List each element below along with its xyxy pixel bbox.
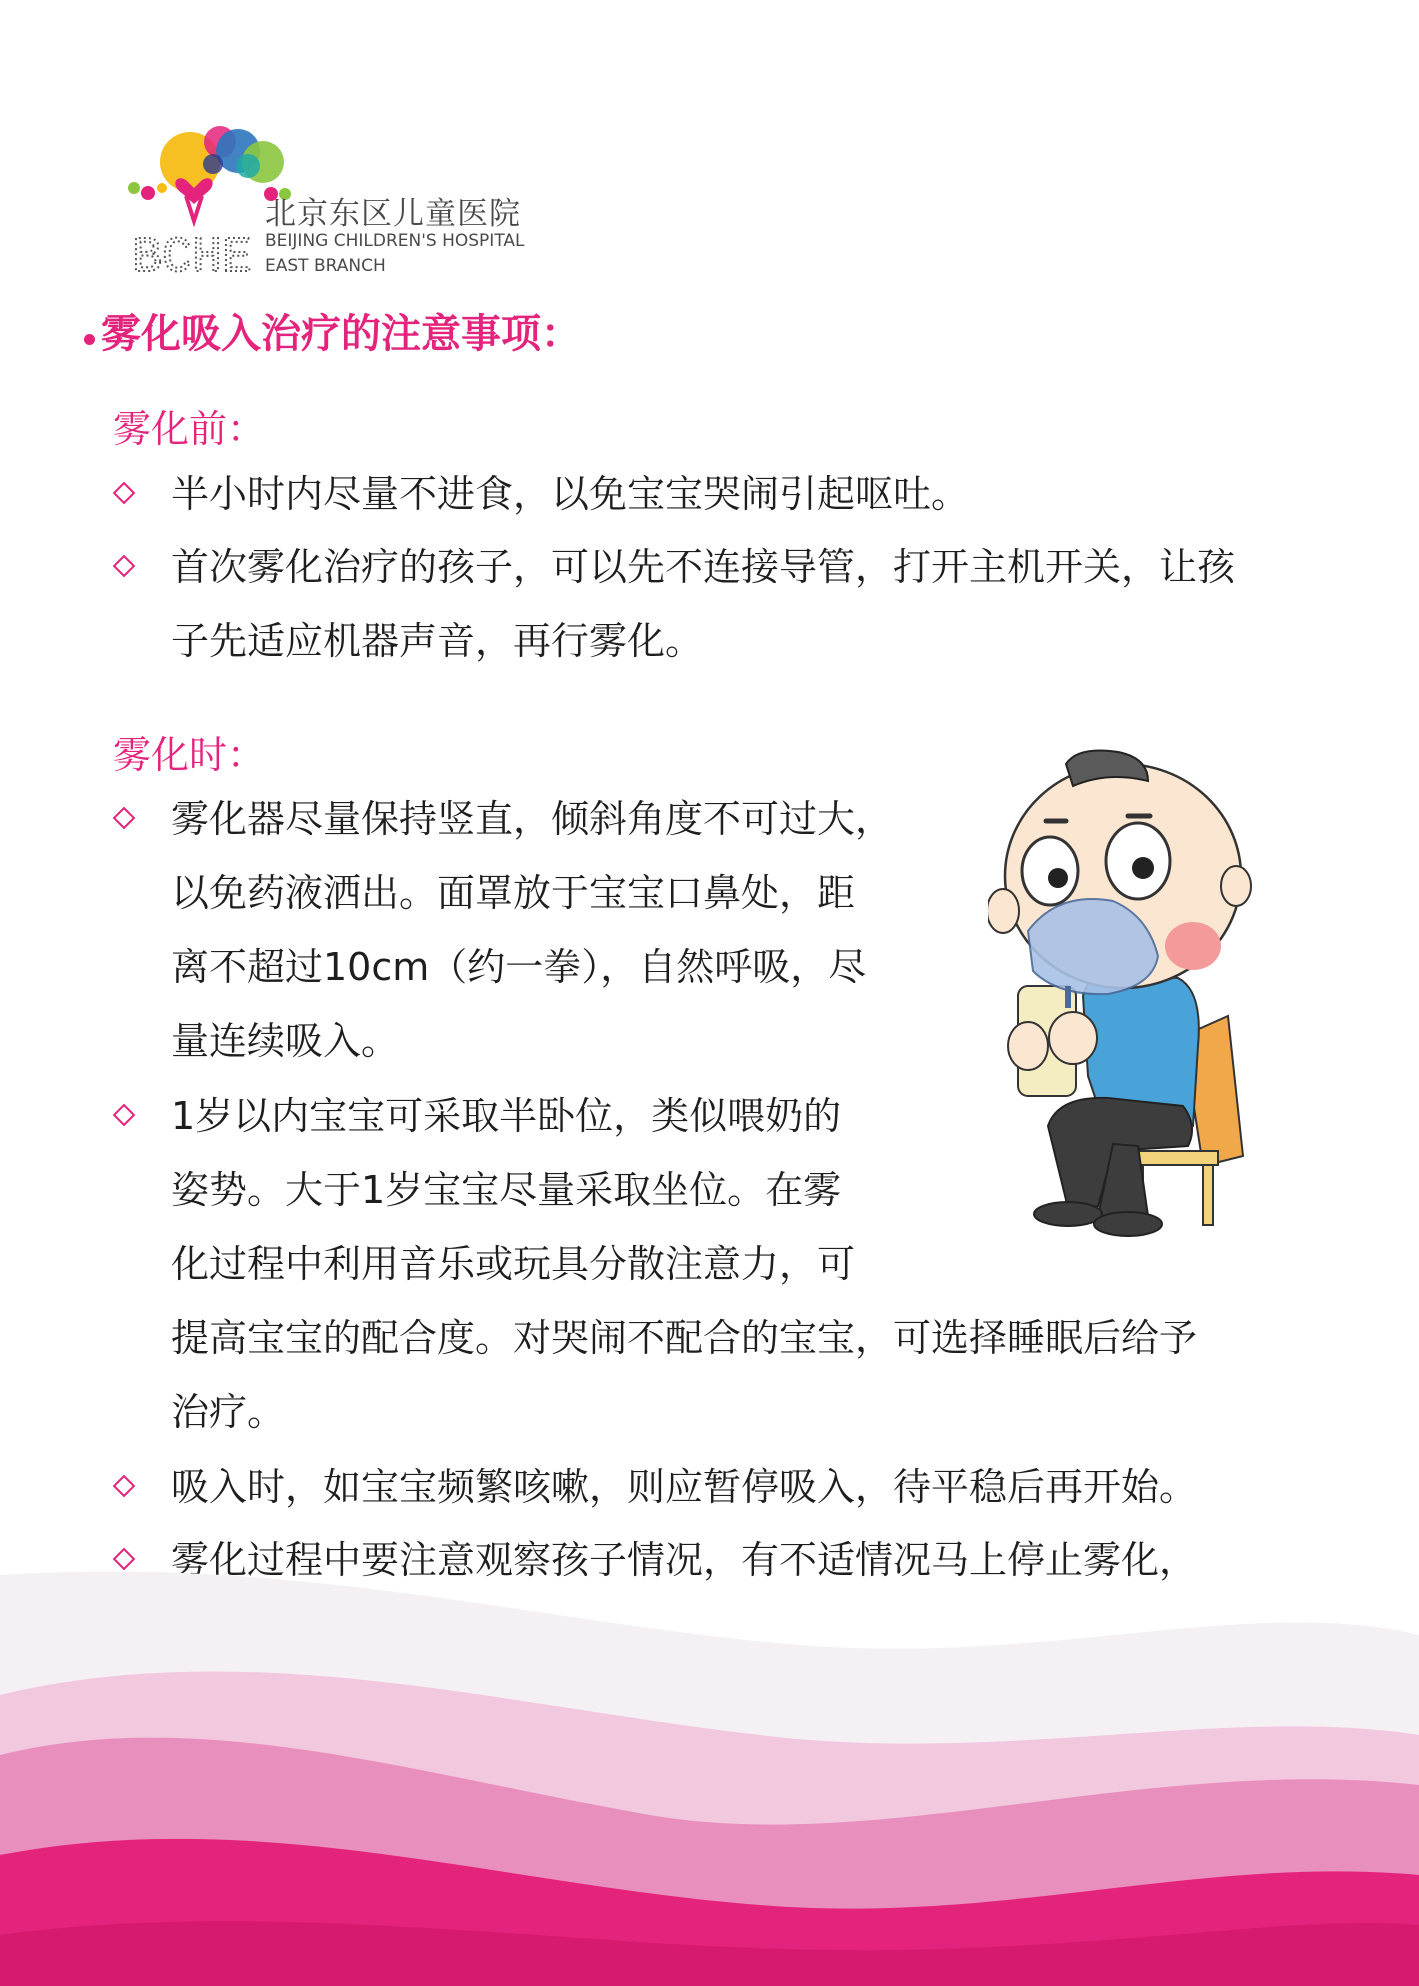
diamond-bullet-icon [113, 482, 136, 505]
svg-text:BCHE: BCHE [132, 230, 253, 276]
list-item-text: 化过程中利用音乐或玩具分散注意力，可 [171, 1242, 856, 1286]
section-heading-during: 雾化时： [113, 733, 266, 777]
list-item-text: 以免药液洒出。面罩放于宝宝口鼻处，距 [171, 871, 856, 915]
hospital-name-en: BEIJING CHILDREN'S HOSPITAL [265, 231, 525, 251]
list-item-text: 雾化过程中要注意观察孩子情况，有不适情况马上停止雾化， [171, 1538, 1198, 1582]
hospital-branch-en: EAST BRANCH [265, 256, 386, 276]
diamond-bullet-icon [113, 1104, 136, 1127]
page-title-text: 雾化吸入治疗的注意事项： [101, 311, 581, 357]
list-item-text: 半小时内尽量不进食，以免宝宝哭闹引起呕吐。 [171, 472, 970, 516]
list-item-text: 吸入时，如宝宝频繁咳嗽，则应暂停吸入，待平稳后再开始。 [171, 1465, 1198, 1509]
hospital-name-cn: 北京东区儿童医院 [265, 196, 521, 232]
page-title [84, 302, 581, 359]
section-heading-before: 雾化前： [113, 407, 266, 451]
diamond-bullet-icon [113, 555, 136, 578]
list-item-text: 雾化器尽量保持竖直，倾斜角度不可过大， [171, 797, 894, 841]
title-bullet-icon [84, 334, 95, 345]
list-item-text: 姿势。大于1岁宝宝尽量采取坐位。在雾 [171, 1168, 842, 1212]
list-item-text: 首次雾化治疗的孩子，可以先不连接导管，打开主机开关，让孩 [171, 545, 1236, 589]
diamond-bullet-icon [113, 807, 136, 830]
list-item-text: 子先适应机器声音，再行雾化。 [171, 619, 704, 663]
decorative-wave-background-icon [0, 1555, 1419, 1986]
list-item-text: 1岁以内宝宝可采取半卧位，类似喂奶的 [171, 1094, 842, 1138]
list-item-text: 离不超过10cm（约一拳），自然呼吸，尽 [171, 945, 867, 989]
list-item-text: 提高宝宝的配合度。对哭闹不配合的宝宝，可选择睡眠后给予 [171, 1316, 1198, 1360]
list-item-text: 治疗。 [171, 1390, 286, 1434]
list-item-text: 量连续吸入。 [171, 1019, 400, 1063]
diamond-bullet-icon [113, 1475, 136, 1498]
child-using-nebulizer-illustration [988, 746, 1258, 1246]
